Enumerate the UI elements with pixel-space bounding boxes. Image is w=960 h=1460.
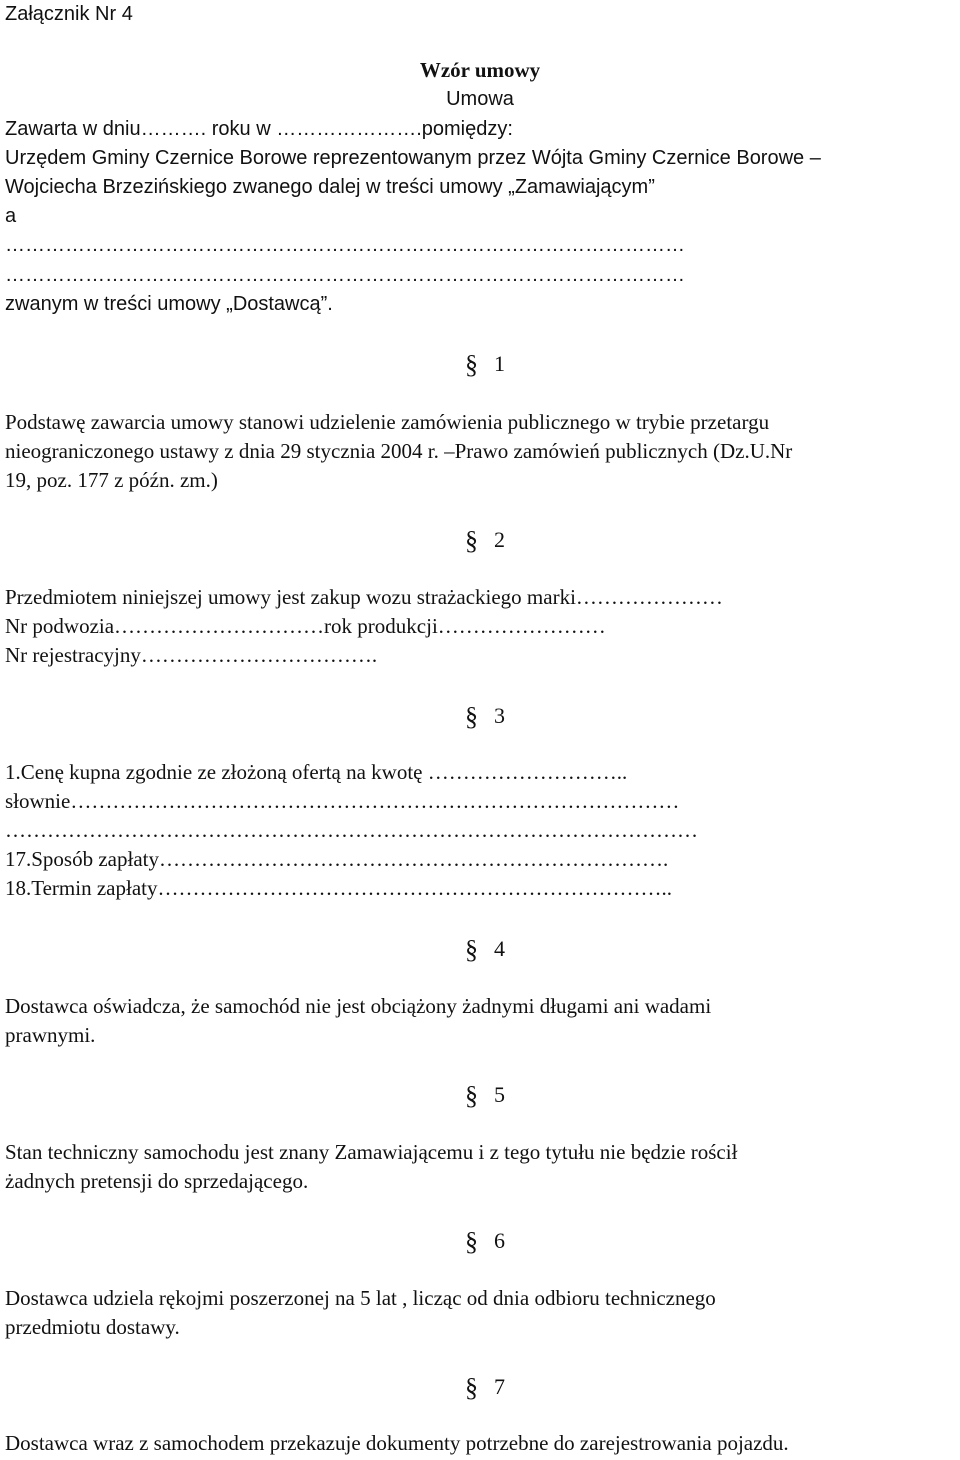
document-title: Wzór umowy (419, 58, 541, 82)
section-number: 7 (494, 1374, 505, 1399)
section-1-line-1: Podstawę zawarcia umowy stanowi udzielenie zamówienia publicznego w trybie przetargu (5, 410, 770, 434)
section-5-line-1: Stan techniczny samochodu jest znany Zamawiającemu i z tego tytułu nie będzie rościł (5, 1140, 738, 1164)
section-1-line-2: nieograniczonego ustawy z dnia 29 stycznia 2004 r. –Prawo zamówień publicznych (Dz.U.Nr (5, 439, 793, 463)
intro-line-4: a (5, 205, 17, 227)
section-heading-6 (465, 1225, 505, 1255)
intro-line-1: Zawarta w dniu………. roku w ………………….pomiędzy: (5, 118, 513, 140)
section-number: 6 (494, 1228, 505, 1253)
section-number: 1 (494, 351, 505, 376)
section-heading-4 (465, 933, 505, 963)
section-symbol: § (465, 1227, 478, 1256)
section-3-line-5: 18.Termin zapłaty……………………………………………………………….. (5, 876, 672, 900)
section-4-line-2: prawnymi. (5, 1023, 96, 1047)
section-symbol: § (465, 1373, 478, 1402)
intro-line-6: ………………………………………………………………………………………… (5, 264, 685, 286)
section-symbol: § (465, 350, 478, 379)
section-3-line-3: ……………………………………………………………………………………… (5, 818, 698, 842)
section-number: 4 (494, 936, 505, 961)
section-heading-2 (465, 524, 505, 554)
section-number: 5 (494, 1082, 505, 1107)
section-1-line-3: 19, poz. 177 z późn. zm.) (5, 468, 218, 492)
section-number: 2 (494, 527, 505, 552)
section-5-line-2: żadnych pretensji do sprzedającego. (5, 1169, 309, 1193)
section-2-line-1: Przedmiotem niniejszej umowy jest zakup wozu strażackiego marki………………… (5, 585, 723, 609)
section-7-line-1: Dostawca wraz z samochodem przekazuje dokumenty potrzebne do zarejestrowania pojazdu. (5, 1431, 789, 1455)
section-heading-5 (465, 1079, 505, 1109)
section-heading-7 (465, 1371, 505, 1401)
section-2-line-2: Nr podwozia…………………………rok produkcji…………………… (5, 614, 606, 638)
intro-line-3: Wojciecha Brzezińskiego zwanego dalej w treści umowy „Zamawiającym” (5, 176, 655, 198)
section-4-line-1: Dostawca oświadcza, że samochód nie jest obciążony żadnymi długami ani wadami (5, 994, 712, 1018)
section-symbol: § (465, 526, 478, 555)
section-heading-1 (465, 348, 505, 378)
intro-line-7: zwanym w treści umowy „Dostawcą”. (5, 293, 333, 315)
section-3-line-4: 17.Sposób zapłaty………………………………………………………………. (5, 847, 669, 871)
section-symbol: § (465, 702, 478, 731)
section-6-line-1: Dostawca udziela rękojmi poszerzonej na 5 lat , licząc od dnia odbioru technicznego (5, 1286, 716, 1310)
document-subtitle: Umowa (446, 88, 514, 110)
section-3-line-2: słownie…………………………………………………………………………… (5, 789, 680, 813)
section-symbol: § (465, 935, 478, 964)
attachment-label: Załącznik Nr 4 (5, 3, 133, 25)
section-3-line-1: 1.Cenę kupna zgodnie ze złożoną ofertą na kwotę ……………………….. (5, 760, 628, 784)
section-symbol: § (465, 1081, 478, 1110)
section-number: 3 (494, 703, 505, 728)
section-6-line-2: przedmiotu dostawy. (5, 1315, 180, 1339)
intro-line-2: Urzędem Gminy Czernice Borowe reprezentowanym przez Wójta Gminy Czernice Borowe – (5, 147, 821, 169)
section-heading-3 (465, 700, 505, 730)
intro-line-5: ………………………………………………………………………………………… (5, 234, 685, 256)
section-2-line-3: Nr rejestracyjny……………………………. (5, 643, 378, 667)
